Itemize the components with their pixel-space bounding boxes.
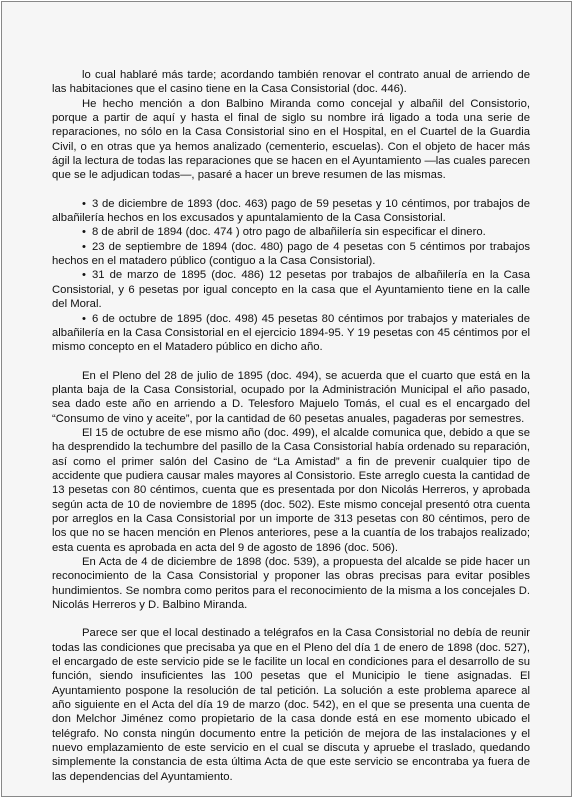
spacer: [52, 355, 530, 369]
body-text: [52, 68, 530, 784]
bullet-icon: •: [82, 269, 86, 282]
list-item-text: 3 de diciembre de 1893 (doc. 463) pago de 59 pesetas y 10 céntimos, por trabajos de albañilería hechos en los excusados y apuntalamiento de la Casa Consistorial.: [52, 197, 530, 225]
paragraph: El 15 de octubre de ese mismo año (doc. 499), el alcalde comunica que, debido a que se ha desprendido la techumbre del pasillo de la Casa Consistorial había ordenado su reparación, así como el primer salón del Casino de “La Amistad” a fin de prevenir cualquier tipo de accidente que pudiera causar males mayores al Consistorio. Este arreglo cuesta la cantidad de 13 pesetas con 80 céntimos, cuenta que es presentada por don Nicolás Herreros, y aprobada según acta de 10 de noviembre de 1895 (doc. 502). Este mismo concejal presentó otra cuenta por arreglos en la Casa Consistorial por un importe de 313 pesetas con 80 céntimos, pero de los que no se hacen mención en Plenos anteriores, pese a la cuantía de los trabajos realizado; esta cuenta es aprobada en acta del 9 de agosto de 1896 (doc. 506).: [52, 426, 530, 554]
spacer: [52, 183, 530, 197]
list-item: [52, 225, 530, 239]
paragraph: Parece ser que el local destinado a telégrafos en la Casa Consistorial no debía de reunir todas las condiciones que precisaba ya que en el Pleno del día 1 de enero de 1898 (doc. 527), el encargado de este servicio pide se le facilite un local en condiciones para el desarrollo de su función, siendo insuficientes las 100 pesetas que el Municipio le tiene asignadas. El Ayuntamiento pospone la resolución de tal petición. La solución a este problema aparece al año siguiente en el Acta del día 19 de marzo (doc. 542), en el que se presenta una cuenta de don Melchor Jiménez como propietario de la casa donde está en ese momento ubicado el telégrafo. No consta ningún documento entre la petición de mejora de las instalaciones y el nuevo emplazamiento de este servicio en el cual se discuta y apruebe el traslado, quedando simplemente la constancia de esta última Acta de que este servicio se encontraba ya fuera de las dependencias del Ayuntamiento.: [52, 627, 530, 783]
bullet-icon: •: [82, 312, 86, 325]
paragraph: En Acta de 4 de diciembre de 1898 (doc. 539), a propuesta del alcalde se pide hacer un reconocimiento de la Casa Consistorial y proponer las obras precisas para evitar posibles hundimientos. Se nombra como peritos para el reconocimiento de la misma a los concejales D. Nicolás Herreros y D. Balbino Miranda.: [52, 556, 530, 612]
list-item: [52, 197, 530, 226]
list-item: [52, 268, 530, 311]
bullet-icon: •: [82, 240, 86, 253]
document-page: [1, 1, 572, 797]
list-item: [52, 312, 530, 355]
paragraph: En el Pleno del 28 de julio de 1895 (doc. 494), se acuerda que el cuarto que está en la planta baja de la Casa Consistorial, ocupado por la Administración Municipal el año pasado, sea dado este año en arriendo a D. Telesforo Majuelo Tomás, el cual es el encargado del “Consumo de vino y aceite”, por la cantidad de 60 pesetas anuales, pagaderas por semestres.: [52, 369, 530, 425]
list-item-text: 6 de octubre de 1895 (doc. 498) 45 pesetas 80 céntimos por trabajos y materiales de albañilería en la Casa Consistorial en el ejercicio 1894-95. Y 19 pesetas con 45 céntimos por el mismo concepto en el Matadero público en dicho año.: [52, 312, 530, 354]
list-item-text: 31 de marzo de 1895 (doc. 486) 12 pesetas por trabajos de albañilería en la Casa Consistorial, y 6 pesetas por igual concepto en la casa que el Ayuntamiento tiene en la calle del Moral.: [52, 269, 530, 311]
paragraph: lo cual hablaré más tarde; acordando también renovar el contrato anual de arriendo de las habitaciones que el casino tiene en la Casa Consistorial (doc. 446).: [52, 69, 530, 96]
bullet-icon: •: [82, 197, 86, 210]
list-item-text: 23 de septiembre de 1894 (doc. 480) pago de 4 pesetas con 5 céntimos por trabajos hechos en el matadero público (contiguo a la Casa Consistorial).: [52, 240, 530, 268]
list-item-text: 8 de abril de 1894 (doc. 474 ) otro pago de albañilería sin especificar el dinero.: [92, 226, 486, 239]
bullet-icon: •: [82, 226, 86, 239]
list-item: [52, 240, 530, 269]
spacer: [52, 612, 530, 626]
paragraph: He hecho mención a don Balbino Miranda como concejal y albañil del Consistorio, porque a partir de aquí y hasta el final de siglo su nombre irá ligado a toda una serie de reparaciones, no sólo en la Casa Consistorial sino en el Hospital, en el Cuartel de la Guardia Civil, o en otras que ya hemos analizado (cementerio, escuelas). Con el objeto de hacer más ágil la lectura de todas las reparaciones que se hacen en el Ayuntamiento —las cuales parecen que se le adjudican todas—, pasaré a hacer un breve resumen de las mismas.: [52, 97, 530, 182]
